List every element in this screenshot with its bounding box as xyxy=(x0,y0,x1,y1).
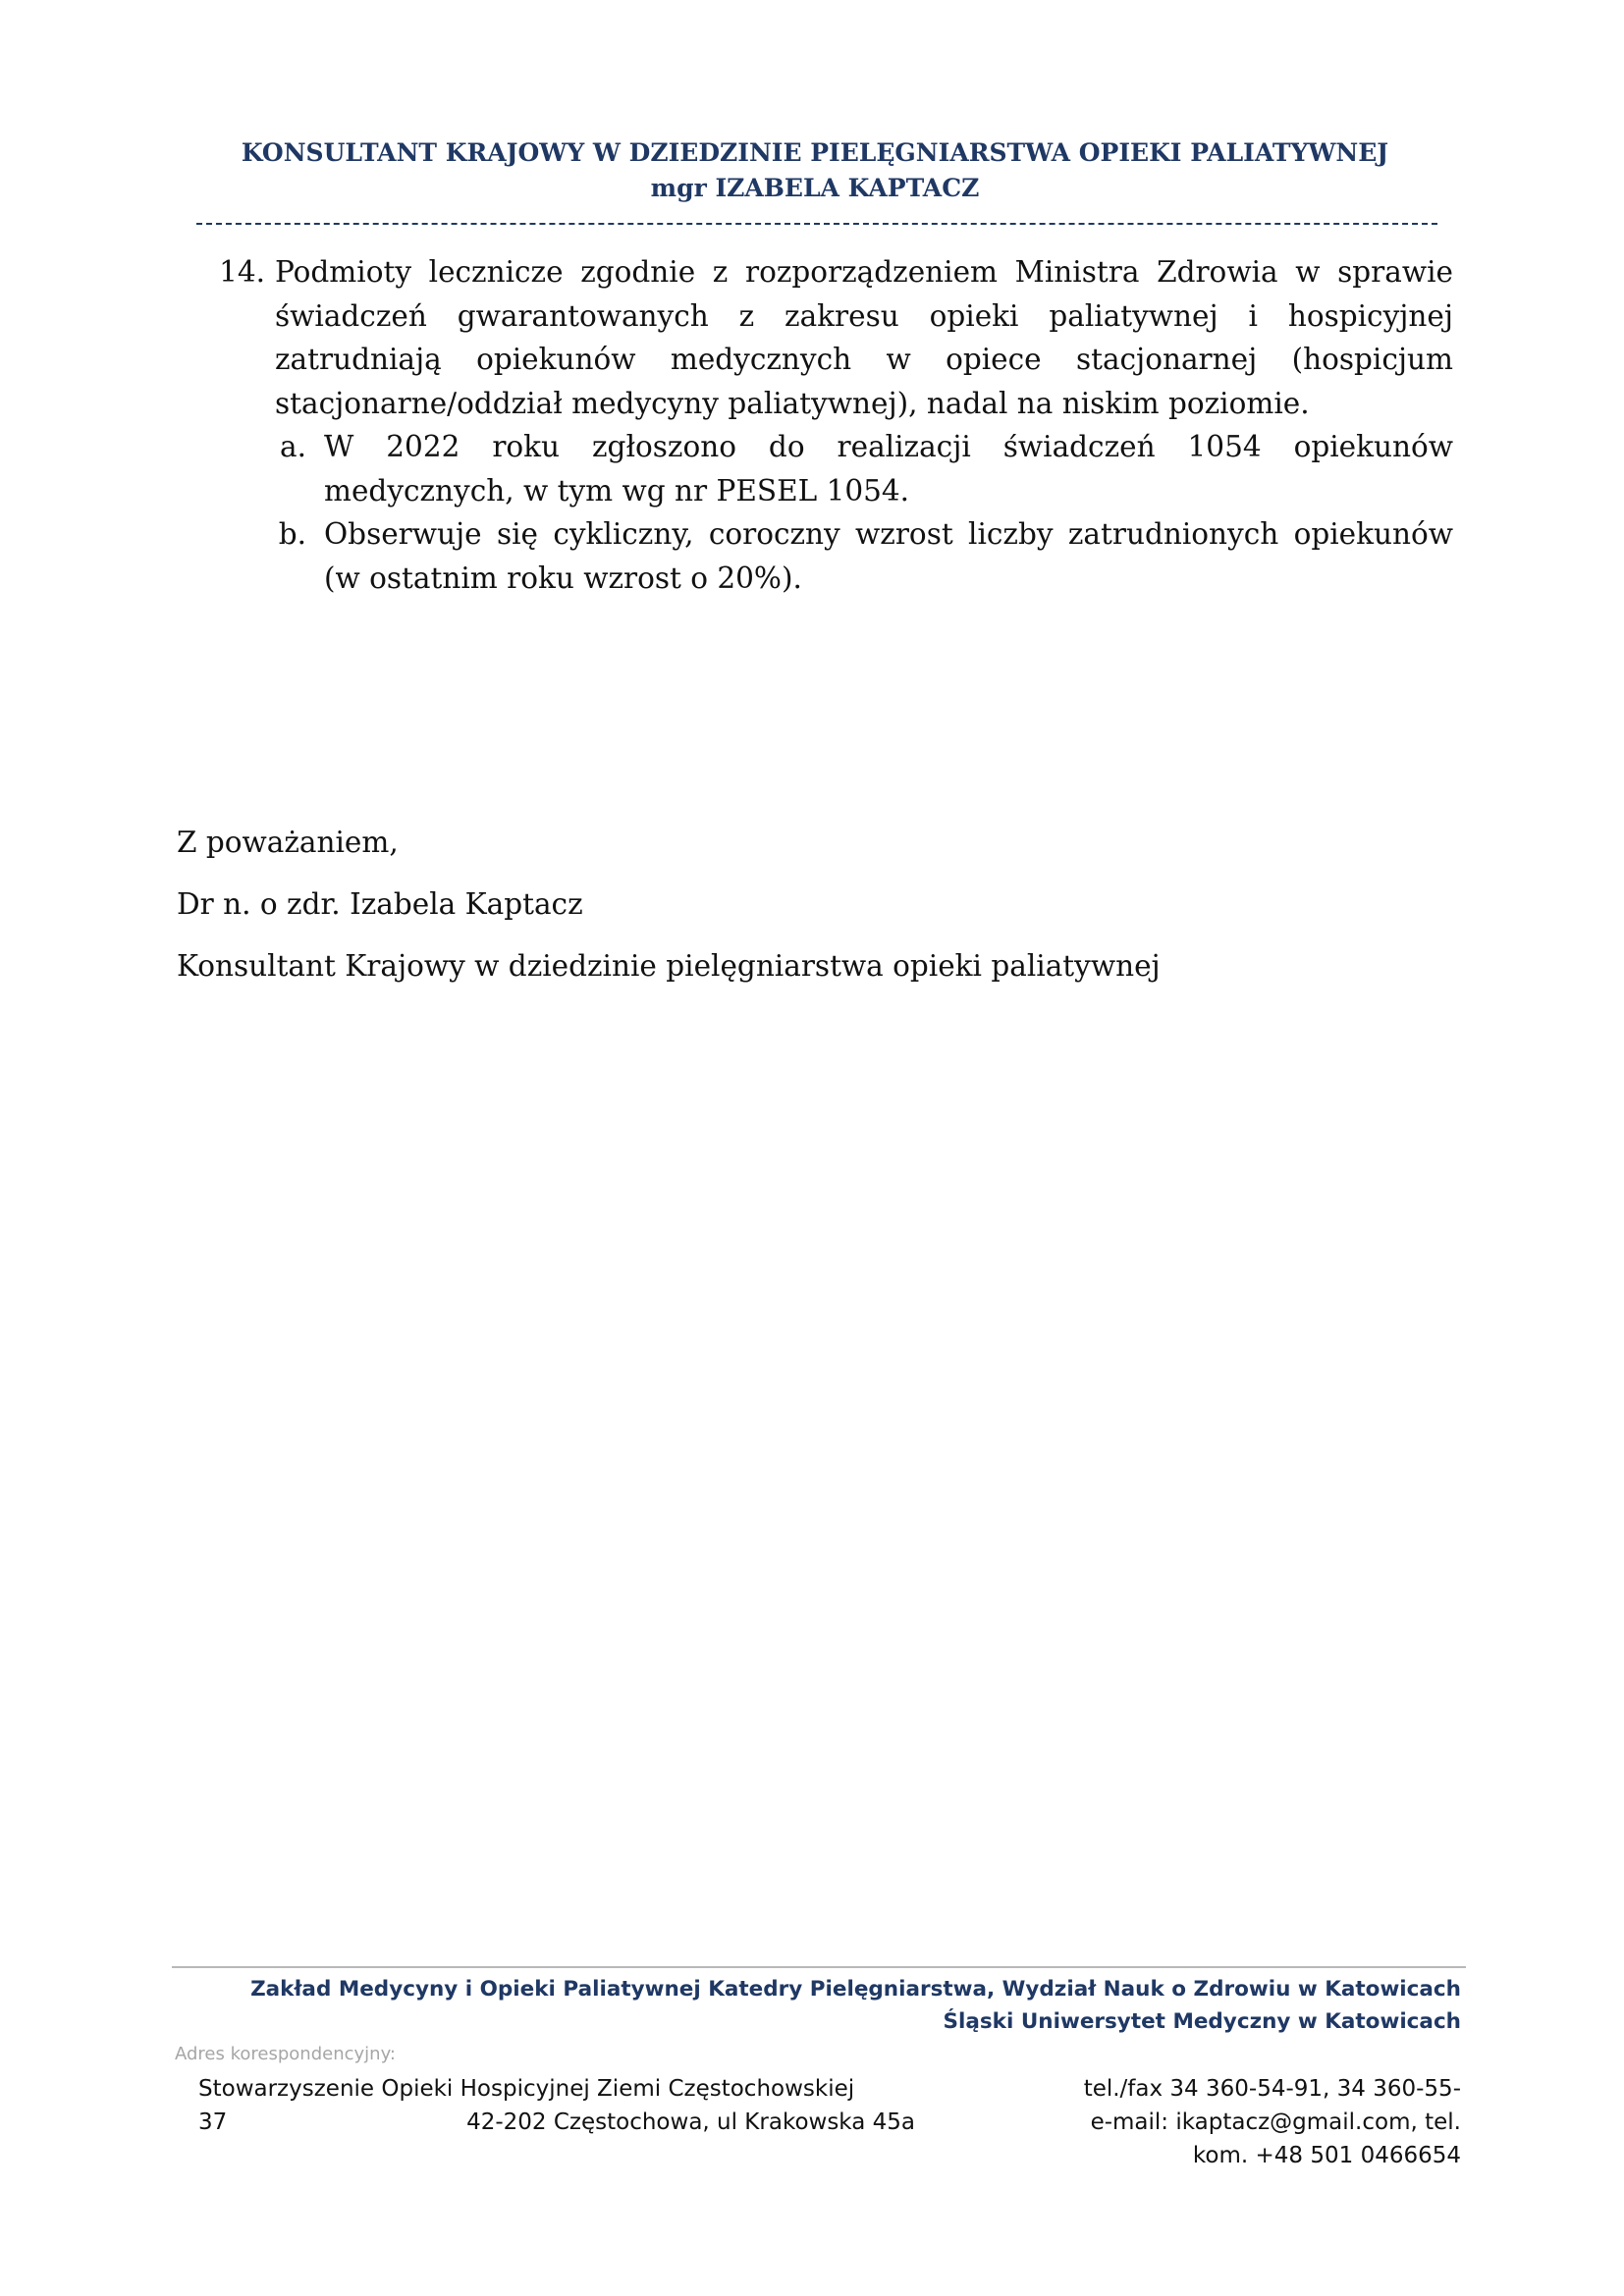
footer-contact-mobile: kom. +48 501 0466654 xyxy=(1192,2143,1461,2168)
closing-greeting: Z poważaniem, xyxy=(177,826,399,859)
sub-list-item-a xyxy=(177,425,1453,512)
footer-address xyxy=(198,2072,915,2139)
sub-list-item-b xyxy=(177,512,1453,600)
footer-contact-email: e-mail: ikaptacz@gmail.com, tel. xyxy=(1090,2109,1461,2135)
footer-address-line1: Stowarzyszenie Opieki Hospicyjnej Ziemi Częstochowskiej xyxy=(198,2076,855,2102)
footer-institution-line1: Zakład Medycyny i Opieki Paliatywnej Katedry Pielęgniarstwa, Wydział Nauk o Zdrowiu w Katowicach xyxy=(250,1977,1461,2002)
sub-list-item-letter: b. xyxy=(278,517,306,551)
footer-address-label: Adres korespondencyjny: xyxy=(175,2044,396,2064)
footer-contact-phone: tel./fax 34 360-54-91, 34 360-55- xyxy=(1083,2076,1461,2102)
footer-divider xyxy=(172,1966,1466,1968)
footer-contact xyxy=(970,2072,1461,2172)
footer-address-number: 37 xyxy=(198,2109,228,2135)
footer-institution xyxy=(185,1973,1461,2038)
signatory-role: Konsultant Krajowy w dziedzinie pielęgniarstwa opieki paliatywnej xyxy=(177,949,1161,983)
sub-list-item-text: W 2022 roku zgłoszono do realizacji świadczeń 1054 opiekunów medycznych, w tym wg nr PESEL 1054. xyxy=(324,430,1453,507)
footer-address-city: 42-202 Częstochowa, ul Krakowska 45a xyxy=(466,2109,915,2135)
sub-list xyxy=(177,425,1453,600)
sub-list-item-text: Obserwuje się cykliczny, coroczny wzrost liczby zatrudnionych opiekunów (w ostatnim roku wzrost o 20%). xyxy=(324,517,1453,595)
letterhead-title-line2: mgr IZABELA KAPTACZ xyxy=(650,174,980,202)
letterhead-title xyxy=(177,135,1453,206)
sub-list-item-letter: a. xyxy=(280,430,306,463)
list-item-14 xyxy=(177,250,1453,425)
signatory-name: Dr n. o zdr. Izabela Kaptacz xyxy=(177,887,583,921)
list-item-number: 14. xyxy=(219,255,265,289)
signature-block xyxy=(177,825,1453,1010)
letterhead-title-line1: KONSULTANT KRAJOWY W DZIEDZINIE PIELĘGNIARSTWA OPIEKI PALIATYWNEJ xyxy=(241,138,1389,167)
list-item-text: Podmioty lecznicze zgodnie z rozporządzeniem Ministra Zdrowia w sprawie świadczeń gwarantowanych z zakresu opieki paliatywnej i hospicyjnej zatrudniają opiekunów medycznych w opiece stacjonarnej (hospicjum stacjonarne/oddział medycyny paliatywnej), nadal na niskim poziomie. xyxy=(275,255,1453,420)
header-divider xyxy=(196,223,1437,225)
footer-institution-line2: Śląski Uniwersytet Medyczny w Katowicach xyxy=(943,2009,1461,2034)
document-body xyxy=(177,250,1453,600)
